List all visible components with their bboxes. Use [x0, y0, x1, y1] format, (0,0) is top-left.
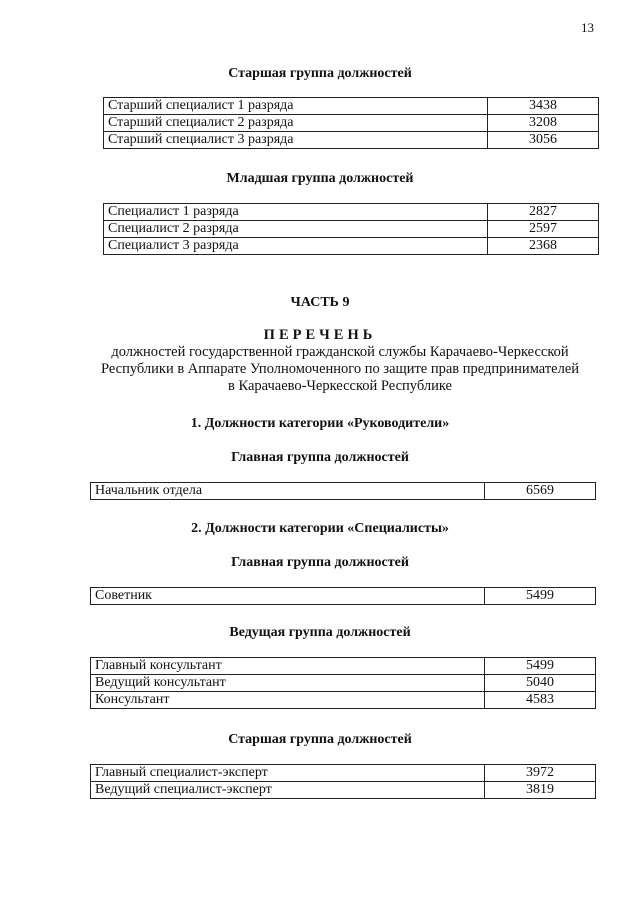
group-heading: Ведущая группа должностей [229, 625, 411, 640]
position-name: Старший специалист 3 разряда [104, 132, 488, 149]
category-title: 1. Должности категории «Руководители» [190, 416, 450, 431]
positions-table [90, 482, 596, 500]
position-name: Ведущий специалист-эксперт [91, 782, 485, 799]
position-name: Старший специалист 1 разряда [104, 98, 488, 115]
salary-value: 3438 [488, 98, 599, 115]
position-name: Специалист 2 разряда [104, 221, 488, 238]
salary-value: 6569 [485, 483, 596, 500]
position-name: Советник [91, 588, 485, 605]
table-row [104, 238, 599, 255]
position-name: Специалист 3 разряда [104, 238, 488, 255]
table-row [91, 588, 596, 605]
page-number: 13 [581, 20, 594, 35]
salary-value: 2368 [488, 238, 599, 255]
group-heading: Главная группа должностей [231, 450, 409, 465]
position-name: Главный специалист-эксперт [91, 765, 485, 782]
positions-table [103, 97, 599, 149]
category-title: 2. Должности категории «Специалисты» [191, 521, 449, 536]
salary-value: 2827 [488, 204, 599, 221]
salary-value: 2597 [488, 221, 599, 238]
description-line: Республики в Аппарате Уполномоченного по защите прав предпринимателей [100, 361, 580, 377]
table-row [104, 132, 599, 149]
list-title: ПЕРЕЧЕНЬ [263, 327, 377, 343]
group-heading: Главная группа должностей [231, 555, 409, 570]
position-name: Специалист 1 разряда [104, 204, 488, 221]
positions-table [90, 587, 596, 605]
description-line: должностей государственной гражданской службы Карачаево-Черкесской [111, 344, 569, 360]
table-row [104, 98, 599, 115]
salary-value: 3208 [488, 115, 599, 132]
salary-value: 3819 [485, 782, 596, 799]
position-name: Консультант [91, 692, 485, 709]
position-name: Старший специалист 2 разряда [104, 115, 488, 132]
positions-table [90, 764, 596, 799]
position-name: Ведущий консультант [91, 675, 485, 692]
table-row [91, 658, 596, 675]
table-row [91, 692, 596, 709]
position-name: Начальник отдела [91, 483, 485, 500]
table-row [104, 221, 599, 238]
positions-table [90, 657, 596, 709]
table-row [91, 765, 596, 782]
salary-value: 3056 [488, 132, 599, 149]
table-row [91, 782, 596, 799]
table-row [104, 204, 599, 221]
part-title: ЧАСТЬ 9 [290, 295, 350, 310]
position-name: Главный консультант [91, 658, 485, 675]
salary-value: 5499 [485, 658, 596, 675]
salary-value: 5040 [485, 675, 596, 692]
salary-value: 3972 [485, 765, 596, 782]
table-row [91, 675, 596, 692]
table-row [104, 115, 599, 132]
list-description [80, 344, 600, 395]
table-row [91, 483, 596, 500]
salary-value: 5499 [485, 588, 596, 605]
group-heading: Младшая группа должностей [226, 171, 414, 186]
description-line: в Карачаево-Черкесской Республике [228, 378, 452, 394]
group-heading: Старшая группа должностей [228, 732, 412, 747]
group-heading: Старшая группа должностей [228, 66, 412, 81]
salary-value: 4583 [485, 692, 596, 709]
positions-table [103, 203, 599, 255]
